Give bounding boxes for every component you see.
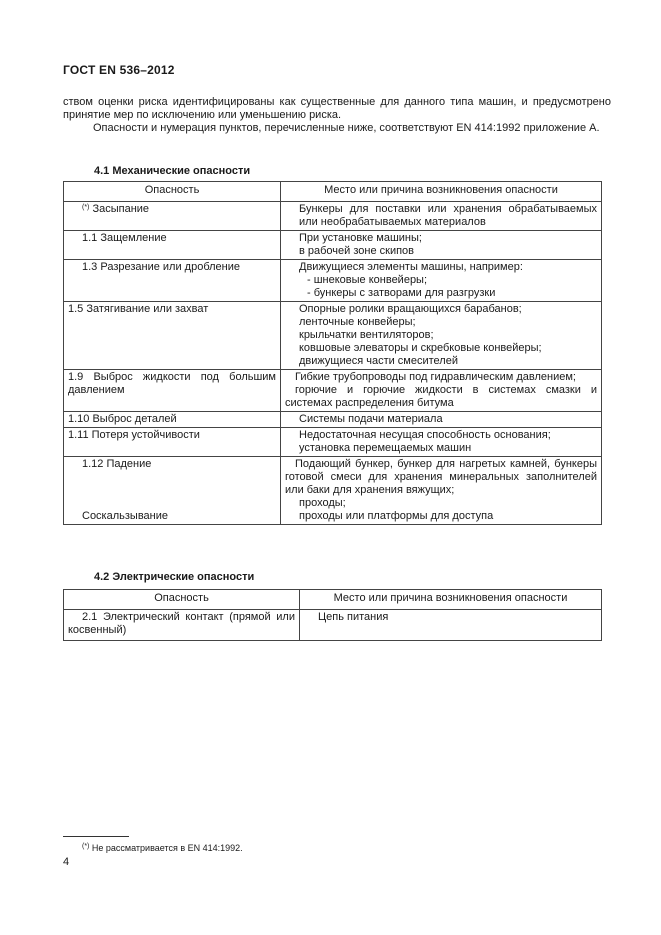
- hazard-text: 1.9 Выброс жидкости под большим давлением: [68, 371, 276, 396]
- cause-text: Бункеры для поставки или хранения обрабатываемых или необрабатываемых материалов: [299, 203, 597, 228]
- cause-text: - бункеры с затворами для разгрузки: [307, 287, 496, 299]
- table-row: [64, 231, 602, 260]
- cause-text: Недостаточная несущая способность основания;: [299, 429, 551, 441]
- section-title-mechanical: 4.1 Механические опасности: [94, 165, 251, 177]
- table-row: [64, 260, 602, 302]
- hazard-text: 1.10 Выброс деталей: [68, 413, 177, 425]
- hazard-text: Засыпание: [92, 203, 150, 215]
- cause-text: Опорные ролики вращающихся барабанов;: [299, 303, 522, 315]
- footnote-mark: (*): [82, 204, 90, 211]
- cause-text: ковшовые элеваторы и скребковые конвейеры;: [299, 342, 542, 354]
- cause-text: в рабочей зоне скипов: [299, 245, 415, 257]
- cause-text: установка перемещаемых машин: [299, 442, 472, 454]
- hazard-text: 1.5 Затягивание или захват: [68, 303, 209, 315]
- cause-text: движущиеся части смесителей: [299, 355, 458, 367]
- cause-text: проходы;: [299, 497, 346, 509]
- page-number: 4: [63, 856, 70, 868]
- table-row: [64, 457, 602, 525]
- cause-text: крыльчатки вентиляторов;: [299, 329, 434, 341]
- intro-text: [63, 96, 611, 135]
- footnote-text: Не рассматривается в EN 414:1992.: [91, 843, 243, 853]
- column-header-hazard: Опасность: [64, 182, 281, 202]
- cause-text: Цепь питания: [318, 611, 389, 623]
- column-header-hazard: Опасность: [64, 590, 300, 610]
- section-title-electrical: 4.2 Электрические опасности: [94, 571, 255, 583]
- column-header-cause: Место или причина возникновения опасности: [281, 182, 602, 202]
- table-row: [64, 610, 602, 641]
- cause-text: При установке машины;: [299, 232, 422, 244]
- mechanical-hazards-table: [63, 181, 602, 525]
- table-header-row: [64, 182, 602, 202]
- standard-header: ГОСТ EN 536–2012: [63, 63, 175, 77]
- cause-text: горючие и горючие жидкости в системах смазки и системах распределения битума: [285, 384, 597, 409]
- cause-text: Гибкие трубопроводы под гидравлическим давлением;: [295, 371, 576, 383]
- table-row: [64, 370, 602, 412]
- table-row: [64, 302, 602, 370]
- table-row: [64, 412, 602, 428]
- hazard-text: 1.12 Падение: [82, 458, 152, 470]
- footnote: [82, 842, 243, 855]
- footnote-mark: (*): [82, 843, 90, 850]
- intro-paragraph-2: Опасности и нумерация пунктов, перечисленные ниже, соответствуют EN 414:1992 приложение А.: [93, 122, 600, 134]
- column-header-cause: Место или причина возникновения опасности: [300, 590, 602, 610]
- cause-text: Подающий бункер, бункер для нагретых камней, бункеры готовой смеси для хранения минеральных заполнителей или баки для хранения вяжущих;: [285, 458, 597, 496]
- cause-text: Системы подачи материала: [299, 413, 443, 425]
- hazard-text: 1.11 Потеря устойчивости: [68, 429, 200, 441]
- hazard-text: 1.1 Защемление: [82, 232, 167, 244]
- cause-text: ленточные конвейеры;: [299, 316, 416, 328]
- hazard-text: 2.1 Электрический контакт (прямой или косвенный): [68, 611, 295, 636]
- table-header-row: [64, 590, 602, 610]
- electrical-hazards-table: [63, 589, 602, 641]
- footnote-divider: [63, 836, 129, 837]
- table-row: [64, 428, 602, 457]
- intro-paragraph-1: ством оценки риска идентифицированы как существенные для данного типа машин, и предусмотрено принятие мер по исключению или уменьшению риска.: [63, 96, 611, 121]
- hazard-text: 1.3 Разрезание или дробление: [82, 261, 241, 273]
- cause-text: проходы или платформы для доступа: [299, 510, 494, 522]
- hazard-text: Соскальзывание: [82, 510, 169, 522]
- table-row: [64, 202, 602, 231]
- cause-text: Движущиеся элементы машины, например:: [299, 261, 523, 273]
- cause-text: - шнековые конвейеры;: [307, 274, 428, 286]
